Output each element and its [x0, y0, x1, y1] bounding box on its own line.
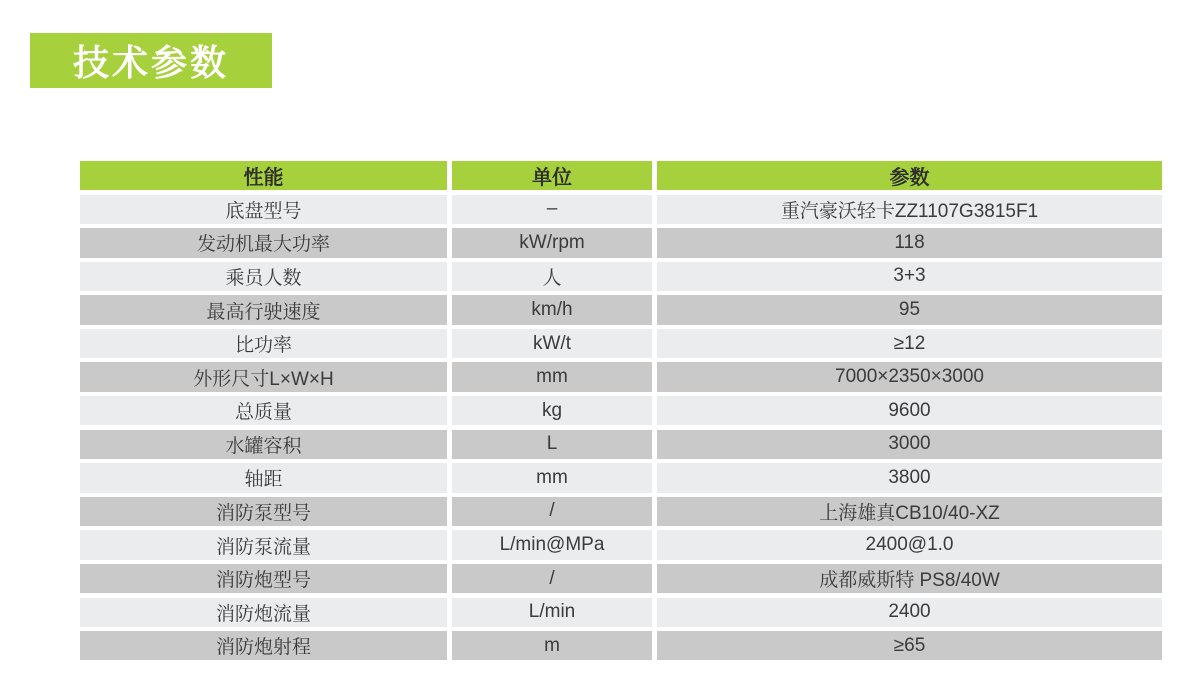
cell-name: 发动机最大功率: [80, 228, 447, 257]
table-row: [80, 295, 1162, 324]
cell-unit: /: [452, 564, 652, 593]
table-row: [80, 228, 1162, 257]
cell-unit: kW/t: [452, 329, 652, 358]
cell-value: 7000×2350×3000: [657, 362, 1162, 391]
cell-unit: L/min@MPa: [452, 530, 652, 559]
spec-table: [80, 161, 1162, 660]
cell-name: 外形尺寸L×W×H: [80, 362, 447, 391]
cell-name: 消防泵流量: [80, 530, 447, 559]
cell-name: 乘员人数: [80, 262, 447, 291]
table-row: [80, 430, 1162, 459]
cell-name: 消防炮射程: [80, 631, 447, 660]
cell-unit: kW/rpm: [452, 228, 652, 257]
cell-value: 上海雄真CB10/40-XZ: [657, 497, 1162, 526]
table-row: [80, 262, 1162, 291]
table-row: [80, 564, 1162, 593]
table-row: [80, 463, 1162, 492]
cell-value: 重汽豪沃轻卡ZZ1107G3815F1: [657, 195, 1162, 224]
cell-value: 3+3: [657, 262, 1162, 291]
cell-name: 最高行驶速度: [80, 295, 447, 324]
cell-unit: L/min: [452, 598, 652, 627]
cell-unit: 人: [452, 262, 652, 291]
cell-unit: mm: [452, 362, 652, 391]
cell-value: 118: [657, 228, 1162, 257]
section-title-badge: [30, 33, 272, 88]
table-row: [80, 530, 1162, 559]
table-row: [80, 598, 1162, 627]
cell-value: 3000: [657, 430, 1162, 459]
cell-value: 2400@1.0: [657, 530, 1162, 559]
cell-name: 比功率: [80, 329, 447, 358]
table-row: [80, 396, 1162, 425]
col-header-performance: 性能: [80, 161, 447, 190]
cell-unit: /: [452, 497, 652, 526]
cell-name: 水罐容积: [80, 430, 447, 459]
table-row: [80, 329, 1162, 358]
section-title: 技术参数: [72, 42, 229, 83]
table-header-row: [80, 161, 1162, 190]
cell-name: 轴距: [80, 463, 447, 492]
cell-value: ≥12: [657, 329, 1162, 358]
table-row: [80, 195, 1162, 224]
cell-value: 3800: [657, 463, 1162, 492]
table-row: [80, 362, 1162, 391]
cell-value: 2400: [657, 598, 1162, 627]
table-body: [80, 195, 1162, 661]
cell-name: 消防泵型号: [80, 497, 447, 526]
cell-unit: kg: [452, 396, 652, 425]
cell-name: 底盘型号: [80, 195, 447, 224]
cell-name: 总质量: [80, 396, 447, 425]
cell-value: 成都威斯特 PS8/40W: [657, 564, 1162, 593]
cell-unit: mm: [452, 463, 652, 492]
table-row: [80, 497, 1162, 526]
col-header-unit: 单位: [452, 161, 652, 190]
cell-unit: –: [452, 195, 652, 224]
cell-unit: km/h: [452, 295, 652, 324]
cell-value: ≥65: [657, 631, 1162, 660]
cell-name: 消防炮流量: [80, 598, 447, 627]
col-header-parameter: 参数: [657, 161, 1162, 190]
cell-name: 消防炮型号: [80, 564, 447, 593]
cell-unit: m: [452, 631, 652, 660]
cell-value: 9600: [657, 396, 1162, 425]
table-row: [80, 631, 1162, 660]
cell-unit: L: [452, 430, 652, 459]
cell-value: 95: [657, 295, 1162, 324]
